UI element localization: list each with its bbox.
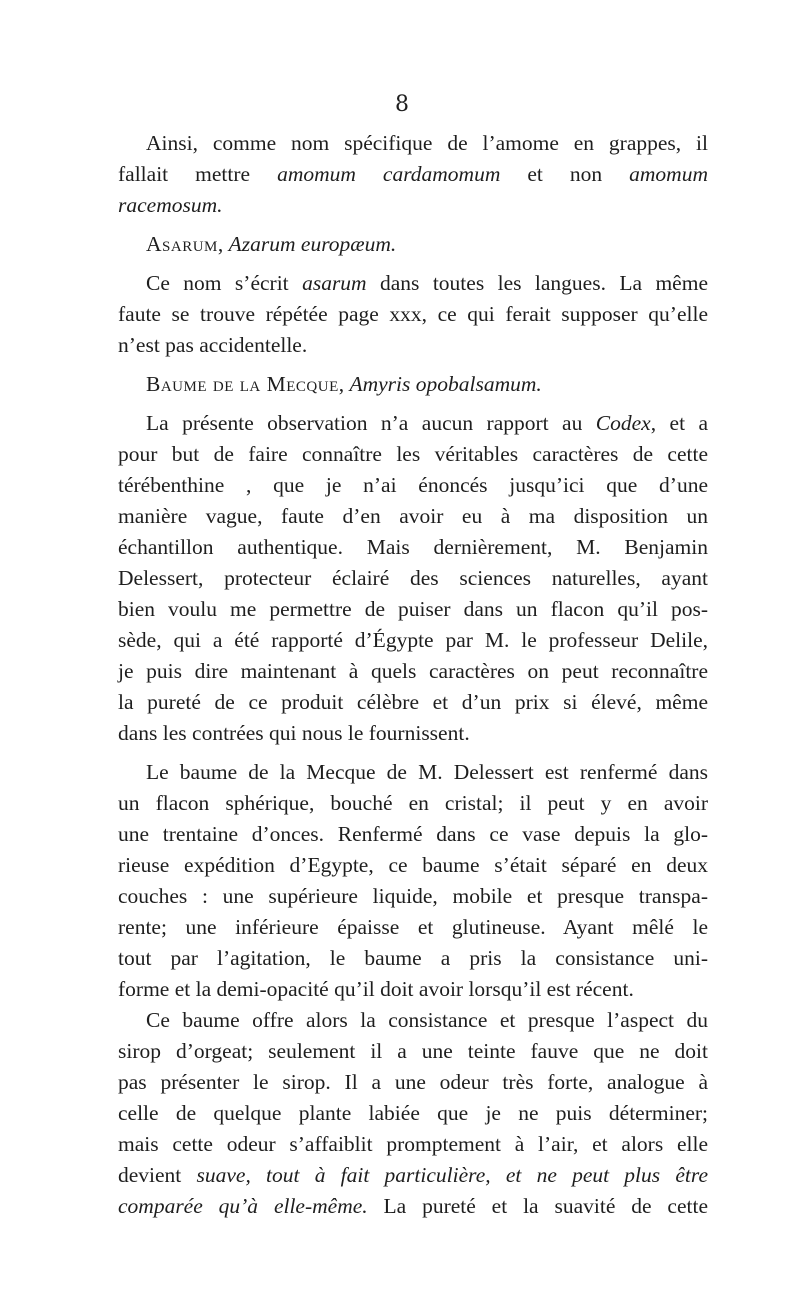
text-line bbox=[118, 1191, 708, 1222]
italic-text: suave, tout à fait particulière, et ne peut plus être bbox=[196, 1163, 708, 1187]
text-segment: je puis dire maintenant à quels caractères on peut reconnaître bbox=[118, 659, 708, 683]
italic-text: asarum bbox=[302, 271, 367, 295]
text-segment: Ce nom s’écrit bbox=[146, 271, 303, 295]
text-line bbox=[118, 299, 708, 330]
paragraph-gap bbox=[118, 221, 708, 229]
text-line bbox=[118, 1036, 708, 1067]
text-line bbox=[118, 656, 708, 687]
text-line bbox=[118, 408, 708, 439]
text-segment: faute se trouve répétée page xxx, ce qui ferait supposer qu’elle bbox=[118, 302, 708, 326]
text-segment: pour but de faire connaître les véritables caractères de cette bbox=[118, 442, 708, 466]
text-segment: térébenthine , que je n’ai énoncés jusqu’ici que d’une bbox=[118, 473, 708, 497]
paragraph-gap bbox=[118, 400, 708, 408]
text-line bbox=[118, 532, 708, 563]
text-segment: n’est pas accidentelle. bbox=[118, 333, 308, 357]
text-segment: rieuse expédition d’Egypte, ce baume s’était séparé en deux bbox=[118, 853, 708, 877]
text-segment: bien voulu me permettre de puiser dans un flacon qu’il pos- bbox=[118, 597, 708, 621]
text-segment: dans les contrées qui nous le fournissent. bbox=[118, 721, 470, 745]
text-segment: mais cette odeur s’affaiblit promptement à l’air, et alors elle bbox=[118, 1132, 708, 1156]
italic-text: racemosum. bbox=[118, 193, 223, 217]
text-segment: , bbox=[338, 372, 350, 396]
small-caps-heading: Baume de la Mecque bbox=[146, 372, 339, 396]
text-line bbox=[118, 819, 708, 850]
paragraph-gap bbox=[118, 260, 708, 268]
text-segment: et non bbox=[500, 162, 630, 186]
text-segment: devient bbox=[118, 1163, 197, 1187]
text-line bbox=[118, 563, 708, 594]
text-line bbox=[118, 1005, 708, 1036]
text-line bbox=[118, 912, 708, 943]
text-line bbox=[118, 850, 708, 881]
text-line bbox=[118, 470, 708, 501]
text-line bbox=[118, 501, 708, 532]
italic-text: amomum cardamomum bbox=[277, 162, 501, 186]
text-segment: une trentaine d’onces. Renfermé dans ce vase depuis la glo- bbox=[118, 822, 708, 846]
text-line bbox=[118, 594, 708, 625]
text-segment: Le baume de la Mecque de M. Delessert est renfermé dans bbox=[146, 760, 708, 784]
italic-text: Azarum europæum. bbox=[228, 232, 397, 256]
text-line bbox=[118, 439, 708, 470]
text-segment: sirop d’orgeat; seulement il a une teinte fauve que ne doit bbox=[118, 1039, 708, 1063]
text-segment: forme et la demi-opacité qu’il doit avoir lorsqu’il est récent. bbox=[118, 977, 634, 1001]
paragraph-gap bbox=[118, 361, 708, 369]
italic-text: Codex bbox=[595, 411, 651, 435]
text-line bbox=[118, 718, 708, 749]
text-line bbox=[118, 1129, 708, 1160]
text-segment: un flacon sphérique, bouché en cristal; il peut y en avoir bbox=[118, 791, 708, 815]
text-segment: tout par l’agitation, le baume a pris la consistance uni- bbox=[118, 946, 708, 970]
paragraph-gap bbox=[118, 749, 708, 757]
text-line bbox=[118, 788, 708, 819]
text-segment: dans toutes les langues. La même bbox=[366, 271, 708, 295]
text-line bbox=[118, 190, 708, 221]
text-line bbox=[118, 229, 708, 260]
text-segment: échantillon authentique. Mais dernièrement, M. Benjamin bbox=[118, 535, 708, 559]
text-line bbox=[118, 159, 708, 190]
text-segment: sède, qui a été rapporté d’Égypte par M. le professeur Delile, bbox=[118, 628, 708, 652]
body-text bbox=[118, 128, 708, 1222]
text-line bbox=[118, 974, 708, 1005]
text-line bbox=[118, 369, 708, 400]
text-line bbox=[118, 268, 708, 299]
text-line bbox=[118, 128, 708, 159]
text-segment: la pureté de ce produit célèbre et d’un prix si élevé, même bbox=[118, 690, 708, 714]
text-segment: celle de quelque plante labiée que je ne puis déterminer; bbox=[118, 1101, 708, 1125]
text-segment: , bbox=[217, 232, 229, 256]
text-line bbox=[118, 881, 708, 912]
text-line bbox=[118, 687, 708, 718]
text-segment: Ainsi, comme nom spécifique de l’amome en grappes, il bbox=[146, 131, 708, 155]
text-segment: pas présenter le sirop. Il a une odeur très forte, analogue à bbox=[118, 1070, 708, 1094]
text-segment: rente; une inférieure épaisse et glutineuse. Ayant mêlé le bbox=[118, 915, 708, 939]
text-segment: La pureté et la suavité de cette bbox=[367, 1194, 708, 1218]
text-line bbox=[118, 1067, 708, 1098]
text-line bbox=[118, 757, 708, 788]
text-line bbox=[118, 1160, 708, 1191]
text-segment: La présente observation n’a aucun rapport au bbox=[146, 411, 596, 435]
italic-text: amomum bbox=[629, 162, 708, 186]
text-segment: manière vague, faute d’en avoir eu à ma disposition un bbox=[118, 504, 708, 528]
text-segment: , et a bbox=[650, 411, 709, 435]
text-line bbox=[118, 943, 708, 974]
text-segment: Delessert, protecteur éclairé des sciences naturelles, ayant bbox=[118, 566, 708, 590]
text-line bbox=[118, 330, 708, 361]
text-segment: Ce baume offre alors la consistance et presque l’aspect du bbox=[146, 1008, 708, 1032]
text-segment: couches : une supérieure liquide, mobile et presque transpa- bbox=[118, 884, 708, 908]
page-number: 8 bbox=[395, 92, 409, 117]
text-line bbox=[118, 1098, 708, 1129]
small-caps-heading: Asarum bbox=[146, 232, 218, 256]
italic-text: comparée qu’à elle-même. bbox=[118, 1194, 368, 1218]
text-line bbox=[118, 625, 708, 656]
italic-text: Amyris opobalsamum. bbox=[349, 372, 542, 396]
text-segment: fallait mettre bbox=[118, 162, 278, 186]
